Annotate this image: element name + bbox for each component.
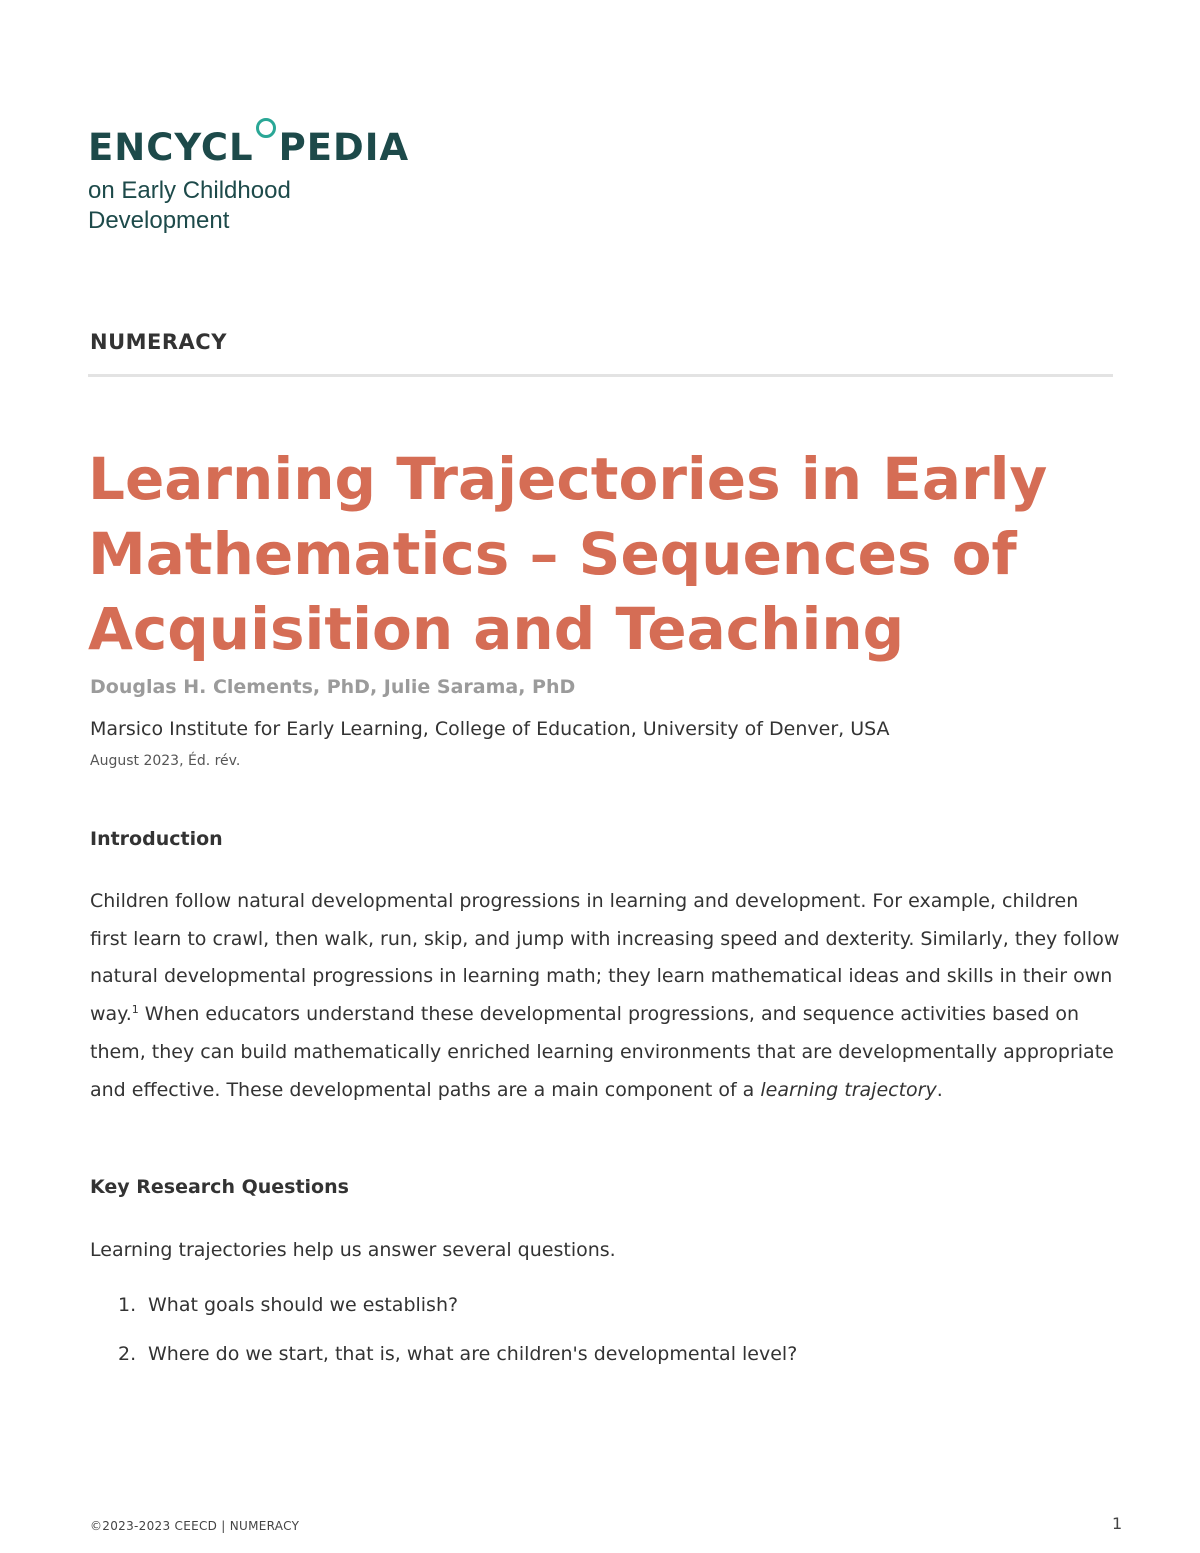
key-research-heading: Key Research Questions [90, 1176, 349, 1198]
list-number: 1. [118, 1294, 137, 1316]
introduction-heading: Introduction [90, 828, 223, 850]
list-item [118, 1294, 797, 1316]
logo-subtitle-line1: on Early Childhood [88, 177, 291, 204]
encyclopedia-logo [88, 118, 409, 236]
list-number: 2. [118, 1343, 137, 1365]
logo-subtitle [88, 176, 409, 236]
footer-copyright: ©2023-2023 CEECD | NUMERACY [90, 1519, 300, 1533]
questions-list [118, 1294, 797, 1365]
page-number: 1 [1112, 1514, 1123, 1533]
list-item [118, 1343, 797, 1365]
logo-wordmark: ENCYCL PEDIA [88, 118, 409, 170]
section-label: NUMERACY [90, 330, 227, 354]
key-research-intro: Learning trajectories help us answer several questions. [90, 1239, 616, 1261]
affiliation: Marsico Institute for Early Learning, College of Education, University of Denver, USA [90, 718, 890, 740]
logo-o-circle-icon [256, 118, 276, 138]
publication-date: August 2023, Éd. rév. [90, 753, 241, 769]
list-text: Where do we start, that is, what are children's developmental level? [148, 1343, 798, 1365]
list-text: What goals should we establish? [148, 1294, 459, 1316]
article-title: Learning Trajectories in Early Mathematics – Sequences of Acquisition and Teaching [88, 445, 1048, 663]
logo-subtitle-line2: Development [88, 207, 230, 234]
introduction-paragraph: Children follow natural developmental progressions in learning and development. For example, children first learn to crawl, then walk, run, skip, and jump with increasing speed and dexterity. Similarly, they follow natural developmental progressions in learning math; they learn mathematical ideas and skills in their own way.$^1$ When educators understand these developmental progressions, and sequence activities based on them, they can build mathematically enriched learning environments that are developmentally appropriate and effective. These developmental paths are a main component of a learning trajectory. [90, 890, 1120, 1101]
section-divider [88, 374, 1113, 377]
footnote-ref[interactable]: 1 [131, 1003, 139, 1017]
authors: Douglas H. Clements, PhD, Julie Sarama, PhD [90, 676, 576, 698]
